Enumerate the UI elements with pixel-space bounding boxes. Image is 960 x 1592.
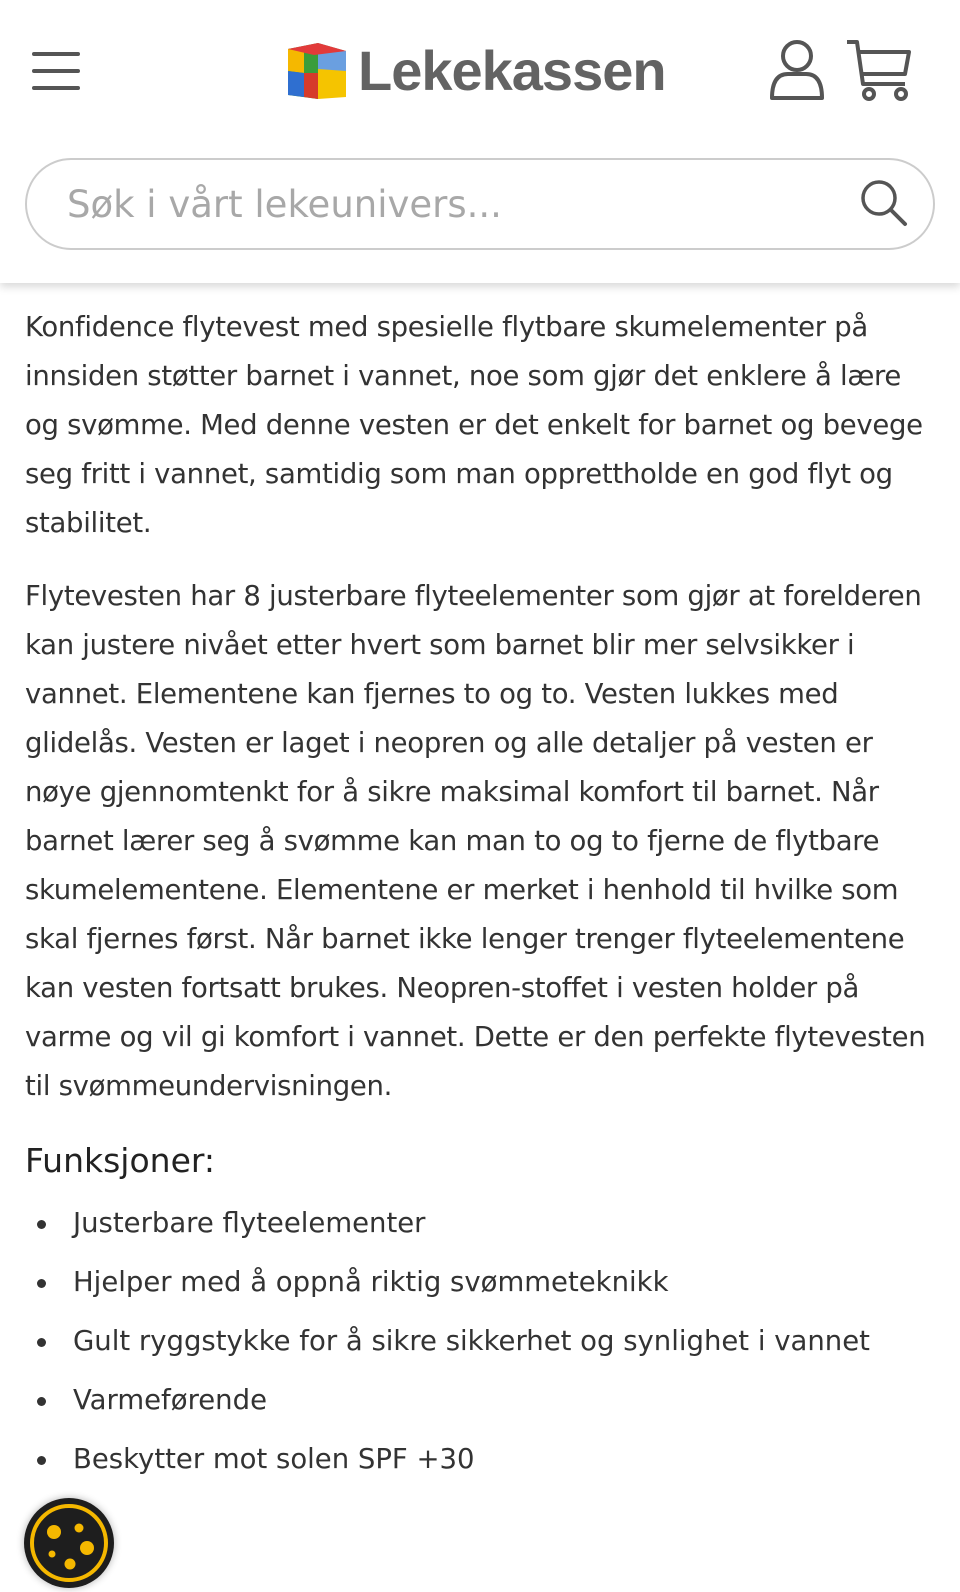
logo-link[interactable]: [284, 38, 666, 103]
cookie-settings-button[interactable]: [24, 1498, 114, 1588]
shopping-cart-icon[interactable]: [845, 38, 915, 104]
hamburger-line: [32, 86, 80, 90]
features-heading: Funksjoner:: [25, 1141, 215, 1180]
search-icon[interactable]: [859, 178, 909, 228]
feature-item: Hjelper med å oppnå riktig svømmeteknikk: [25, 1253, 935, 1312]
cookie-icon: [24, 1498, 114, 1588]
puzzle-cube-icon: [284, 39, 350, 103]
feature-item: Varmeførende: [25, 1371, 935, 1430]
menu-button[interactable]: [32, 50, 82, 92]
user-account-icon[interactable]: [768, 38, 826, 102]
description-paragraph: Konfidence flytevest med spesielle flytbare skumelementer på innsiden støtter barnet i vannet, noe som gjør det enklere å lære og svømme. Med denne vesten er det enkelt for barnet og bevege seg fritt i vannet, samtidig som man opprettholde en god flyt og stabilitet.: [25, 311, 923, 539]
feature-item: Gult ryggstykke for å sikre sikkerhet og synlighet i vannet: [25, 1312, 935, 1371]
product-description: [25, 303, 935, 1489]
hamburger-icon: [32, 52, 80, 56]
search-bar: [25, 158, 935, 250]
hamburger-line: [32, 69, 80, 73]
brand-name: Lekekassen: [358, 39, 666, 102]
site-header: [0, 0, 960, 283]
search-input[interactable]: [67, 183, 827, 226]
feature-item: Justerbare flyteelementer: [25, 1194, 935, 1253]
description-paragraph: Flytevesten har 8 justerbare flyteelementer som gjør at forelderen kan justere nivået etter hvert som barnet blir mer selvsikker i vannet. Elementene kan fjernes to og to. Vesten lukkes med glidelås. Vesten er laget i neopren og alle detaljer på vesten er nøye gjennomtenkt for å sikre maksimal komfort til barnet. Når barnet lærer seg å svømme kan man to og to fjerne de flytbare skumelementene. Elementene er merket i henhold til hvilke som skal fjernes først. Når barnet ikke lenger trenger flyteelementene kan vesten fortsatt brukes. Neopren-stoffet i vesten holder på varme og vil gi komfort i vannet. Dette er den perfekte flytevesten til svømmeundervisningen.: [25, 580, 926, 1102]
features-list: [25, 1194, 935, 1489]
feature-item: Beskytter mot solen SPF +30: [25, 1430, 935, 1489]
